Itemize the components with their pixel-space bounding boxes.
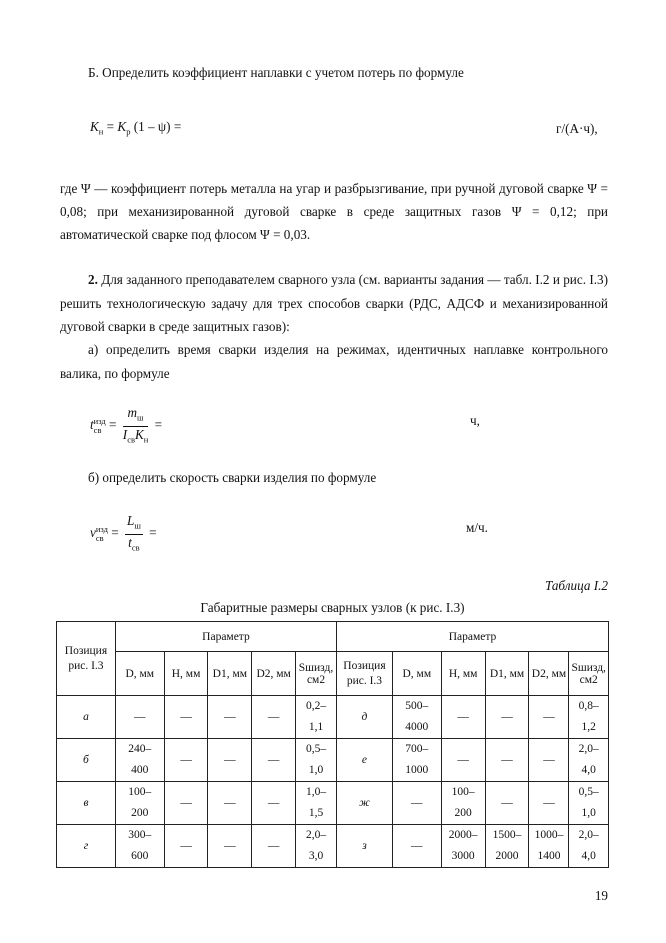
right-position-cell: з	[337, 825, 393, 868]
paragraph-b: Б. Определить коэффициент наплавки с учетом потерь по формуле	[88, 65, 464, 80]
right-position-cell: ж	[337, 782, 393, 825]
fraction: $\frac{L_ш}{t_{св}}$	[126, 513, 141, 553]
right-d1-cell	[485, 739, 529, 782]
cell-line: 200	[131, 807, 149, 819]
cell-line: —	[180, 753, 192, 766]
left-h-cell	[164, 782, 208, 825]
right-d1-cell	[485, 825, 529, 868]
left-s-cell	[296, 739, 337, 782]
col-d1: D1, мм	[485, 652, 529, 696]
left-position-header: Позиция рис. I.3	[57, 622, 116, 696]
left-s-cell	[296, 696, 337, 739]
cell-line: 600	[131, 850, 149, 862]
right-param-header: Параметр	[337, 622, 609, 652]
formula2-unit: ч,	[470, 413, 480, 428]
task-2-number: 2.	[88, 272, 98, 287]
cell-line: 0,5–	[305, 743, 327, 755]
left-d1-cell	[208, 696, 252, 739]
right-h-cell	[441, 739, 485, 782]
table-row	[57, 739, 609, 782]
cell-line: —	[501, 710, 513, 723]
cell-line: 4,0	[581, 764, 596, 776]
left-d2-cell	[252, 739, 296, 782]
cell-line: 3,0	[308, 850, 324, 862]
right-h-cell	[441, 696, 485, 739]
cell-line: 1000–	[534, 829, 564, 841]
right-d1-cell	[485, 782, 529, 825]
right-d2-cell	[529, 782, 569, 825]
right-d2-cell	[529, 739, 569, 782]
dimensions-table	[56, 621, 609, 868]
item-a: а) определить время сварки изделия на режимах, идентичных наплавке контрольного валика, по формуле	[60, 342, 608, 381]
item-b: б) определить скорость сварки изделия по формуле	[88, 470, 377, 485]
table-row	[57, 696, 609, 739]
col-d2: D2, мм	[252, 652, 296, 696]
cell-line: —	[543, 796, 555, 809]
right-s-cell	[569, 696, 609, 739]
cell-line: 1,0	[308, 764, 324, 776]
cell-line: —	[457, 710, 469, 723]
left-h-cell	[164, 825, 208, 868]
cell-line: —	[224, 796, 236, 809]
cell-line: 2,0–	[578, 829, 599, 841]
cell-line: —	[267, 753, 280, 766]
cell-line: 300–	[128, 829, 152, 841]
left-s-cell	[296, 782, 337, 825]
cell-line: 500–	[405, 700, 429, 712]
cell-line: 0,2–	[305, 700, 327, 712]
cell-line: —	[224, 753, 236, 766]
cell-line: 1,0	[581, 807, 596, 819]
left-d1-cell	[208, 825, 252, 868]
cell-line: 700–	[405, 743, 429, 755]
left-position-cell: в	[57, 782, 116, 825]
formula3-unit: м/ч.	[466, 520, 488, 535]
col-d2: D2, мм	[529, 652, 569, 696]
left-d-cell	[115, 782, 164, 825]
left-d1-cell	[208, 782, 252, 825]
right-s-cell	[569, 825, 609, 868]
cell-line: 4000	[405, 721, 429, 733]
right-d-cell	[392, 696, 441, 739]
col-s: Sшизд, см2	[296, 652, 337, 696]
right-position-cell: е	[337, 739, 393, 782]
cell-line: 2,0–	[578, 743, 599, 755]
left-h-cell	[164, 739, 208, 782]
cell-line: —	[224, 710, 236, 723]
cell-line: —	[134, 710, 146, 723]
cell-line: 100–	[128, 786, 152, 798]
cell-line: —	[457, 753, 469, 766]
cell-line: —	[180, 796, 192, 809]
page-number: 19	[594, 888, 608, 903]
cell-line: 2000	[495, 850, 519, 862]
cell-line: 200	[454, 807, 472, 819]
table-row	[57, 825, 609, 868]
cell-line: 1,1	[308, 721, 324, 733]
right-d-cell	[392, 825, 441, 868]
cell-line: —	[501, 753, 513, 766]
cell-line: 0,5–	[578, 786, 599, 798]
cell-line: —	[180, 710, 192, 723]
left-position-cell: б	[57, 739, 116, 782]
formula-welding-speed: v изд св = $\frac{L_ш}{t_{св}}$ =	[90, 513, 157, 555]
right-d1-cell	[485, 696, 529, 739]
col-h: H, мм	[441, 652, 485, 696]
task-2-paragraph	[60, 268, 608, 339]
cell-line: —	[543, 710, 555, 723]
cell-line: 400	[131, 764, 149, 776]
col-d: D, мм	[392, 652, 441, 696]
left-d2-cell	[252, 825, 296, 868]
cell-line: —	[267, 839, 280, 852]
cell-line: —	[543, 753, 555, 766]
left-position-cell: г	[57, 825, 116, 868]
right-s-cell	[569, 739, 609, 782]
cell-line: —	[411, 796, 423, 809]
cell-line: 1000	[405, 764, 429, 776]
cell-line: 1500–	[492, 829, 522, 841]
cell-line: —	[267, 796, 280, 809]
right-h-cell	[441, 825, 485, 868]
table-row	[57, 782, 609, 825]
col-d: D, мм	[115, 652, 164, 696]
table-label: Таблица I.2	[544, 578, 608, 593]
formula-welding-time: t изд св = $\frac{m_ш}{I_{св}K_н}$ =	[90, 405, 162, 447]
task-2-text: Для заданного преподавателем сварного узла (см. варианты задания — табл. I.2 и рис. I.3) решить технологическую задачу для трех способов сварки (РДС, АДСФ и механизированной дуговой сварки в среде защитных газов):	[60, 272, 608, 334]
right-d2-cell	[529, 696, 569, 739]
right-position-header: Позиция рис. I.3	[337, 652, 393, 696]
formula-deposition-coefficient: $K_н = K_р$ (1 – ψ) =	[90, 119, 182, 137]
cell-line: 4,0	[581, 850, 596, 862]
cell-line: 240–	[128, 743, 152, 755]
cell-line: 3000	[451, 850, 475, 862]
cell-line: 1,2	[581, 721, 596, 733]
right-d-cell	[392, 739, 441, 782]
fraction: $\frac{m_ш}{I_{св}K_н}$	[122, 405, 149, 445]
cell-line: —	[180, 839, 192, 852]
left-d1-cell	[208, 739, 252, 782]
cell-line: —	[224, 839, 236, 852]
cell-line: 0,8–	[578, 700, 599, 712]
cell-line: 1,0–	[305, 786, 327, 798]
right-h-cell	[441, 782, 485, 825]
left-param-header: Параметр	[115, 622, 336, 652]
col-s: Sшизд, см2	[569, 652, 609, 696]
cell-line: 2000–	[448, 829, 478, 841]
right-d2-cell	[529, 825, 569, 868]
left-s-cell	[296, 825, 337, 868]
table-body	[57, 696, 609, 868]
cell-line: 1400	[537, 850, 561, 862]
col-d1: D1, мм	[208, 652, 252, 696]
left-position-cell: а	[57, 696, 116, 739]
formula1-unit: г/(А·ч),	[556, 121, 598, 136]
cell-line: 1,5	[308, 807, 324, 819]
right-s-cell	[569, 782, 609, 825]
left-h-cell	[164, 696, 208, 739]
cell-line: 100–	[451, 786, 475, 798]
cell-line: —	[267, 710, 280, 723]
col-h: H, мм	[164, 652, 208, 696]
right-position-cell: д	[337, 696, 393, 739]
table-title: Габаритные размеры сварных узлов (к рис. I.3)	[200, 600, 465, 615]
left-d-cell	[115, 739, 164, 782]
left-d2-cell	[252, 782, 296, 825]
cell-line: —	[501, 796, 513, 809]
cell-line: —	[411, 839, 423, 852]
left-d-cell	[115, 825, 164, 868]
psi-explanation: где Ψ — коэффициент потерь металла на угар и разбрызгивание, при ручной дуговой сварке Ψ = 0,08; при механизированной дуговой сварке в среде защитных газов Ψ = 0,12; при автоматической сварке под флосом Ψ = 0,03.	[60, 181, 608, 242]
left-d2-cell	[252, 696, 296, 739]
right-d-cell	[392, 782, 441, 825]
cell-line: 2,0–	[305, 829, 327, 841]
left-d-cell	[115, 696, 164, 739]
